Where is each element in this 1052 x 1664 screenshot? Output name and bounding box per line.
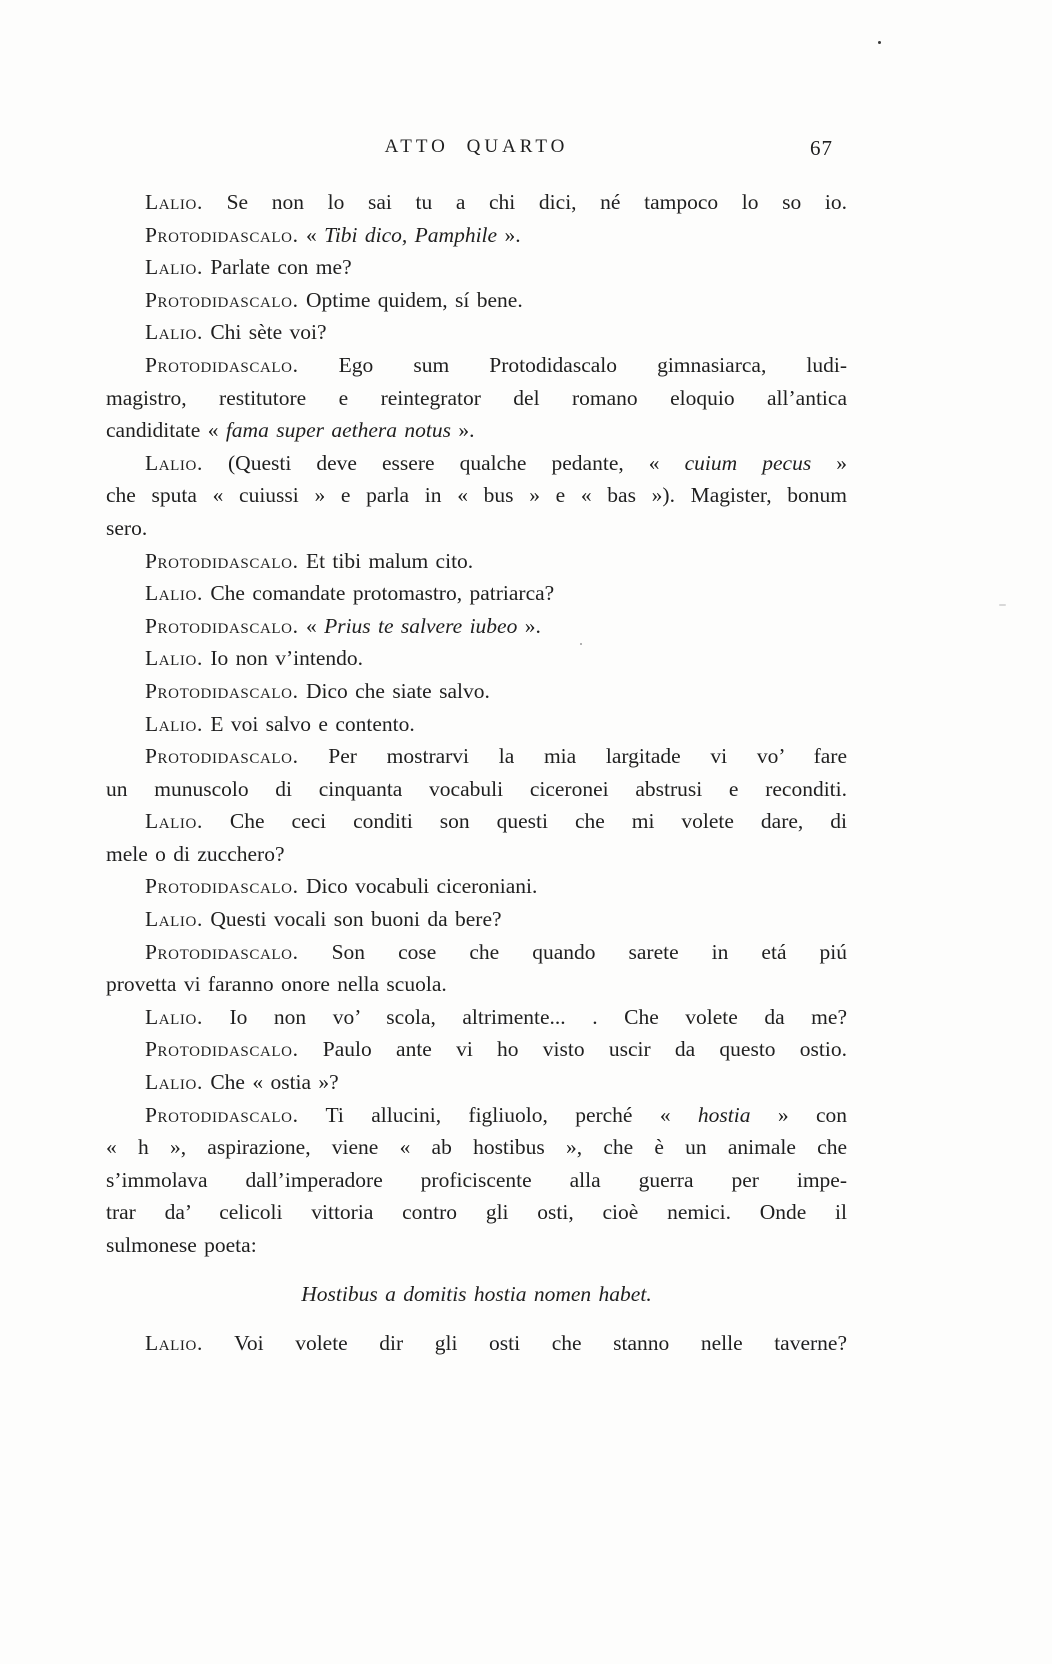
text-line [106,447,847,480]
body-text: Che ceci conditi son questi che mi volete dare, di [202,809,847,834]
italic-text: fama super aethera notus [225,418,451,443]
body-text: Dico vocabuli ciceroniani. [298,874,538,899]
speaker-name: Lalio. [145,450,203,475]
body-text: Io non v’intendo. [202,646,363,671]
text-line [106,870,847,903]
text-line [106,545,847,578]
text-line [106,349,847,382]
body-text: candiditate « [106,418,226,443]
page-number: 67 [810,136,833,160]
text-line [106,773,847,806]
italic-text: Hostibus a domitis hostia nomen habet. [301,1281,652,1306]
body-text: Et tibi malum cito. [298,548,474,573]
text-line [106,1327,847,1360]
body-text: Paulo ante vi ho visto uscir da questo ostio. [298,1037,847,1062]
speaker-name: Protodidascalo. [145,222,299,247]
text-line [106,936,847,969]
text-line [106,316,847,349]
text-line [106,219,847,252]
speaker-name: Lalio. [145,190,203,214]
body-text: (Questi deve essere qualche pedante, « [202,450,685,475]
text-line [106,1001,847,1034]
body-text: sulmonese poeta: [106,1233,257,1257]
body-text: « [298,222,325,247]
body-text: trar da’ celicoli vittoria contro gli osti, cioè nemici. Onde il [106,1200,847,1225]
speaker-name: Protodidascalo. [145,939,299,964]
text-line [106,186,847,219]
speaker-name: Lalio. [145,809,203,834]
text-line [106,903,847,936]
body-text: Dico che siate salvo. [298,678,490,703]
speaker-name: Lalio. [145,711,203,736]
body-text: sero. [106,515,148,540]
body-text: » [811,450,847,475]
text-line [106,1196,847,1229]
speaker-name: Protodidascalo. [145,1102,299,1127]
body-text: magistro, restitutore e reintegrator del romano eloquio all’antica [106,385,847,410]
running-title: ATTO QUARTO [384,136,569,157]
body-text: Chi sète voi? [202,320,327,345]
text-line [106,251,847,284]
body-text: « h », aspirazione, viene « ab hostibus », che è un animale che [106,1135,847,1160]
italic-text: cuium pecus [684,450,812,475]
text-line [106,675,847,708]
body-text: un munuscolo di cinquanta vocabuli ciceronei abstrusi e reconditi. [106,776,847,801]
speaker-name: Protodidascalo. [145,613,299,638]
body-text: ». [517,613,541,638]
text-line [106,284,847,317]
text-line [106,740,847,773]
speaker-name: Lalio. [145,581,203,606]
text-line [106,1099,847,1132]
text-line [106,512,847,545]
running-header [106,136,847,162]
body-text: ». [497,222,521,247]
scan-speck [999,604,1006,606]
speaker-name: Protodidascalo. [145,744,299,769]
speaker-name: Protodidascalo. [145,548,299,573]
body-text: provetta vi faranno onore nella scuola. [106,972,447,997]
speaker-name: Lalio. [145,646,203,671]
speaker-name: Lalio. [145,1070,203,1095]
speaker-name: Protodidascalo. [145,352,299,377]
text-line [106,577,847,610]
text-line [106,382,847,415]
speaker-name: Lalio. [145,1331,203,1356]
scan-speck [878,41,881,44]
body-text: mele o di zucchero? [106,841,285,866]
body-text: Che « ostia »? [202,1070,339,1095]
body-text: Ego sum Protodidascalo gimnasiarca, ludi- [298,352,847,377]
text-line [106,642,847,675]
speaker-name: Lalio. [145,1004,203,1029]
speaker-name: Lalio. [145,255,203,280]
body-text: Son cose che quando sarete in etá piú [298,939,847,964]
body-text: che sputa « cuiussi » e parla in « bus » e « bas »). Magister, bonum [106,483,847,508]
speaker-name: Protodidascalo. [145,1037,299,1062]
speaker-name: Protodidascalo. [145,874,299,899]
body-text: « [298,613,325,638]
italic-text: Tibi dico, Pamphile [324,222,498,247]
text-line [106,414,847,447]
body-text: s’immolava dall’imperadore proficiscente alla guerra per impe- [106,1167,847,1192]
body-text: Io non vo’ scola, altrimente... . Che volete da me? [202,1004,847,1029]
scan-speck [580,643,582,645]
speaker-name: Protodidascalo. [145,678,299,703]
text-line [106,968,847,1001]
text-line [106,708,847,741]
text-line [106,1164,847,1197]
italic-text: hostia [697,1102,751,1127]
body-text: ». [451,418,475,443]
verse-line [106,1278,847,1311]
body-text: E voi salvo e contento. [202,711,415,736]
speaker-name: Lalio. [145,907,203,932]
text-line [106,1229,847,1262]
body-text: Voi volete dir gli osti che stanno nelle taverne? [202,1331,847,1356]
text-line [106,1066,847,1099]
speaker-name: Protodidascalo. [145,287,299,312]
text-block [106,186,847,1360]
body-text: Parlate con me? [202,255,352,280]
body-text: Optime quidem, sí bene. [298,287,523,312]
body-text: Che comandate protomastro, patriarca? [202,581,555,606]
text-line [106,838,847,871]
text-line [106,805,847,838]
body-text: Per mostrarvi la mia largitade vi vo’ fare [298,744,847,769]
text-line [106,1131,847,1164]
body-text: » con [750,1102,847,1127]
text-line [106,610,847,643]
body-text: Ti allucini, figliuolo, perché « [298,1102,698,1127]
text-line [106,1033,847,1066]
italic-text: Prius te salvere iubeo [324,613,518,638]
body-text: Questi vocali son buoni da bere? [202,907,502,932]
body-text: Se non lo sai tu a chi dici, né tampoco lo so io. [202,190,847,214]
speaker-name: Lalio. [145,320,203,345]
text-line [106,479,847,512]
